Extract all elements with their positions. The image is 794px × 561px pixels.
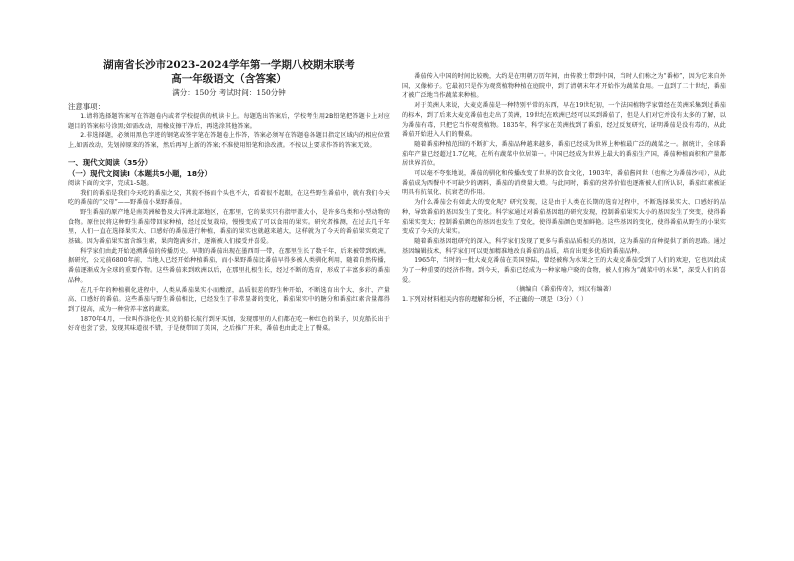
left-column <box>68 58 390 334</box>
exam-subtitle: 高一年级语文（含答案） <box>171 73 287 85</box>
passage-paragraph: 科学家们由此开始追溯番茄的传播历史。早期的番茄出现在墨西哥一带，在那里生长了数千年，后来被带到欧洲。据研究，公元前6800年前，当地人已经开始种植番茄，而小果野番茄比番茄早得多被人类驯化利用，随着自然传播，番茄逐渐成为全球的重要作物。这些番茄来到欧洲以后，在那里扎根生长，经过不断的选育，形成了丰富多彩的番茄品种。 <box>68 247 390 284</box>
source-citation: （摘编自《番茄传奇》，刘汉有编著） <box>512 286 616 294</box>
passage-paragraph: 番茄传入中国的时间比较晚，大约是在明朝万历年间，由传教士带到中国，当时人们称之为“番柿”，因为它来自外国，又像柿子。它最初只是作为观赏植物种植在庭院中，到了清朝末年才开始作为蔬菜食用。一直到了二十世纪，番茄才被广泛地当作蔬菜来种植。 <box>402 73 726 100</box>
passage-paragraph: 1965年，当时的一批大麦克番茄在美国登陆，曾经被称为水果之王的大麦克番茄受到了人们的欢迎，它也因此成为了一种重要的经济作物。到今天，番茄已经成为一种家喻户晓的食物，被人们称为“蔬菜中的水果”，深受人们的喜爱。 <box>402 257 726 284</box>
notice-item-2: 2.非选择题，必须用黑色字迹的钢笔或签字笔在答题卷上作答，答案必须写在答题卷各题目指定区域内的相应位置上,如需改动，先划掉原来的答案，然后再写上新的答案;不准使用铅笔和涂改液。不按以上要求作答的答案无效。 <box>68 132 390 150</box>
section-heading: 一、现代文阅读（35分） <box>68 157 153 167</box>
passage-paragraph: 我们的番茄是我们今天吃的番茄之父，其貌不扬而个头也不大，看着很不起眼，在这些野生番茄中，就有我们今天吃的番茄的“父母”——野番茄小果野番茄。 <box>68 189 390 207</box>
passage-paragraph: 野生番茄的原产地是南美洲秘鲁及大洋洲北部地区，在那里，它的果实只有指甲盖大小，是许多鸟类和小型动物的食物。原住民将这种野生番茄带回家种植，经过反复栽培，慢慢变成了可以食用的果实。研究者推测，在过去几千年里，人们一直在选择果实大、口感好的番茄进行种植，番茄的果实也就越来越大，这样就为了今天的番茄果实奠定了基础。因为番茄果实富含维生素，果肉饱满多汁，逐渐被人们接受并喜爱。 <box>68 208 390 246</box>
instruction-text: 阅读下面的文字，完成1-5题。 <box>68 179 153 187</box>
passage-paragraph: 随着番茄基因组研究的深入，科学家们发现了更多与番茄品质相关的基因，这为番茄的育种提供了新的思路。通过基因编辑技术，科学家们可以更加精准地改良番茄的品质，培育出更多优质的番茄品种。 <box>402 237 726 255</box>
notice-item-1: 1.请将选择题答案写在答题卷内或者学校提供的机读卡上。每题选出答案后，学校考生用2B铅笔把答题卡上对应题目的答案标号涂黑;如需改动，用橡皮擦干净后，再选涂其他答案。 <box>68 113 390 130</box>
exam-meta: 满分：150分 考试时间：150分钟 <box>172 88 286 97</box>
subsection-heading: （一）现代文阅读Ⅰ（本题共5小题，18分） <box>68 168 212 178</box>
passage-paragraph: 对于美洲人来说，大麦克番茄是一种特别平常的东西，早在19世纪初，一个法国植物学家曾经在美洲采集到过番茄的标本，到了后来大麦克番茄也走出了美洲，19世纪在欧洲已经可以买到番茄了，但是人们对它并没有太多的了解，以为番茄有毒，只把它当作观赏植物。1835年，科学家在美洲找到了番茄，经过反复研究，证明番茄是没有毒的，从此番茄开始进入人们的餐桌。 <box>402 102 726 139</box>
exam-title: 湖南省长沙市2023-2024学年第一学期八校期末联考 <box>103 59 355 71</box>
passage-paragraph: 可以毫不夸张地说，番茄的驯化和传播改变了世界的饮食文化，1903年，番茄酱问世（也称之为番茄沙司），从此番茄成为西餐中不可缺少的调料，番茄的消费量大增。与此同时，番茄的营养价值也逐渐被人们所认识，番茄红素被证明具有抗氧化、抗衰老的作用。 <box>402 170 726 197</box>
passage-paragraph: 为什么番茄会有如此大的变化呢？研究发现，这是由于人类在长期的选育过程中，不断选择果实大、口感好的品种，导致番茄的基因发生了变化。科学家通过对番茄基因组的研究发现，控制番茄果实大小的基因发生了突变，使得番茄果实变大；控制番茄颜色的基因也发生了变化，使得番茄颜色更加鲜艳。这些基因的变化，使得番茄从野生的小果实变成了今天的大果实。 <box>402 199 726 236</box>
question-1: 1.下列对材料相关内容的理解和分析，不正确的一项是（3分）（ ） <box>402 296 588 304</box>
passage-paragraph: 随着番茄种植范围的不断扩大，番茄品种越来越多，番茄已经成为世界上种植最广泛的蔬菜之一。据统计，全球番茄年产量已经超过1.7亿吨，在所有蔬菜中位居第一。中国已经成为世界上最大的番茄生产国，番茄种植面积和产量都居世界首位。 <box>402 140 726 168</box>
right-column <box>402 72 726 305</box>
passage-paragraph: 1870年4月，一位叫作洛伦佐·贝克的船长航行到牙买加，发现那里的人们都在吃一种红色的果子，贝克船长出于好奇也尝了尝，发现其味道很不错，于是便带回了美国，之后推广开来，番茄也由此走上了餐桌。 <box>68 315 390 333</box>
passage-paragraph: 在几千年的种植驯化进程中，人类从番茄果实小而酸涩，品质很差的野生种开始，不断选育出个大、多汁、产量高、口感好的番茄。这些番茄与野生番茄相比，已经发生了非常显著的变化，番茄果实中的糖分和番茄红素含量都得到了提高，成为一种营养丰富的蔬菜。 <box>68 286 390 313</box>
notice-heading: 注意事项： <box>68 102 105 111</box>
